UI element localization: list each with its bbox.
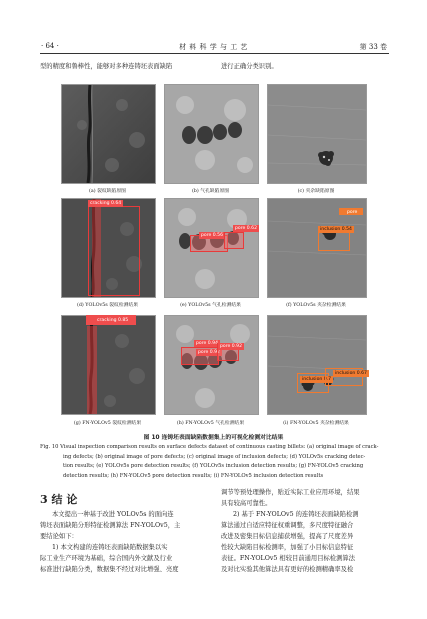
caption-d: (d) YOLOv5s 裂纹检测结果	[76, 303, 139, 308]
caption-a: (a) 裂纹缺陷原图	[89, 189, 126, 194]
page-number: · 64 ·	[41, 42, 59, 50]
intro-line-left: 型的精度和鲁棒性，能够对多种连铸坯表面缺陷	[40, 63, 173, 70]
pore-label-fn-b: pore 0.92	[198, 350, 221, 355]
journal-title: 材 料 科 学 与 工 艺	[179, 43, 248, 51]
figure-caption-en-line-3: tion results; (e) YOLOv5s pore detection results; (f) YOLOv5s inclusion detection results; (g) FN-YOLOv5 cracking	[63, 463, 364, 469]
intro-line-right: 进行正确分类识别。	[221, 63, 278, 70]
caption-e: (e) YOLOv5s 气孔检测结果	[180, 303, 241, 308]
conclusion-left-line-5: 际工业生产环境为基础，综合国内外文献及行业	[40, 555, 173, 562]
figure-caption-en-line-1: Fig. 10 Visual inspection comparison results on surface defects dataset of continuous casting billets: (a) original image of crack-	[40, 444, 379, 450]
image-inclusion-fn-yolov5	[267, 315, 367, 415]
conclusion-right-line-4: 算法通过自适应特征权重调整，多尺度特征融合	[221, 522, 354, 529]
volume-label: 第 33 卷	[359, 43, 387, 51]
conclusion-right-line-2: 具有较高可靠性。	[221, 500, 272, 507]
pore-label-inclusion-image: pore	[347, 210, 358, 215]
crack-label-yolov5s: cracking 0.64	[90, 201, 122, 206]
caption-i: (i) FN-YOLOv5 夹杂检测结果	[283, 421, 349, 426]
figure-caption-en-line-4: detection results; (h) FN-YOLOv5 pore detection results; (i) FN-YOLOv5 inclusion detection results	[63, 472, 324, 479]
conclusion-left-line-4: 1) 本文构建的连铸坯表面缺陷数据集以实	[52, 544, 168, 551]
pore-label-fn-c: pore 0.92	[220, 344, 243, 349]
image-crack-fn-yolov5	[61, 315, 156, 415]
conclusion-left-line-3: 要结论如下：	[40, 533, 78, 540]
image-pore-fn-yolov5	[164, 315, 259, 415]
conclusion-right-line-5: 改进及密集目标信息捕获增强，提高了尺度差异	[221, 533, 354, 540]
conclusion-right-line-8: 及对比实验其他算法具有更好的检测精确率及检	[221, 566, 354, 573]
conclusion-left-line-1: 本文提出一种基于改进 YOLOv5s 的面向连	[52, 511, 174, 518]
caption-b: (b) 气孔缺陷原图	[191, 189, 230, 194]
pore-label-b: pore 0.62	[235, 226, 258, 231]
crack-label-fn-yolov5: cracking 0.85	[97, 318, 129, 323]
image-pore-original	[164, 84, 259, 184]
crack-detection-box	[88, 206, 140, 296]
inclusion-label-yolov5s: inclusion 0.54	[320, 227, 352, 232]
conclusion-left-line-6: 标准进行缺陷分类，数据集不经过对比增强、亮度	[40, 566, 179, 573]
conclusion-right-line-3: 2) 基于 FN-YOLOv5 的连铸坯表面缺陷检测	[233, 511, 359, 518]
pore-label-fn-a: pore 0.94	[196, 341, 219, 346]
conclusion-right-line-6: 性较大缺陷目标检测率，加强了小目标信息特征	[221, 544, 354, 551]
conclusion-left-line-2: 铸坯表面缺陷分形特征检测算法 FN-YOLOv5，主	[40, 522, 181, 529]
pore-label-a: pore 0.56	[201, 233, 224, 238]
pore-box-b	[224, 232, 244, 249]
conclusion-right-line-1: 调节等预处理操作，贴近实际工业应用环境，结果	[221, 489, 360, 496]
figure-caption-en-line-2: ing defects; (b) original image of pore defects; (c) original image of inclusion defects; (d) YOLOv5s cracking detec-	[63, 453, 366, 460]
figure-title: 图 10 连铸坯表面缺陷数据集上的可视化检测对比结果	[143, 435, 284, 441]
header-rule	[40, 53, 389, 54]
inclusion-label-fn-b: inclusion 0.67	[335, 371, 367, 376]
caption-c: (c) 夹杂缺陷原图	[297, 189, 335, 194]
section-heading: 3 结 论	[40, 493, 78, 506]
inclusion-label-fn-a: inclusion 0.7	[302, 377, 332, 382]
conclusion-right-line-7: 表征。FN-YOLOv5 相较目前通用目标检测算法	[221, 555, 355, 562]
image-inclusion-original	[267, 84, 367, 184]
caption-h: (h) FN-YOLOv5 气孔检测结果	[176, 421, 245, 426]
caption-g: (g) FN-YOLOv5 裂纹检测结果	[73, 421, 142, 426]
image-crack-original	[61, 84, 156, 184]
caption-f: (f) YOLOv5s 夹杂检测结果	[286, 303, 346, 308]
